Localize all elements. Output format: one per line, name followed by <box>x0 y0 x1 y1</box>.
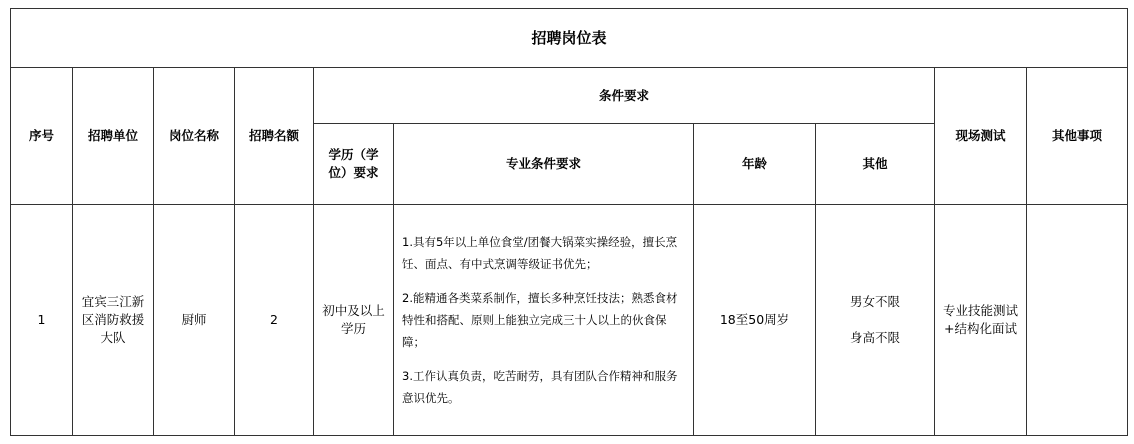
cell-requirements <box>394 205 694 436</box>
cell-seq: 1 <box>11 205 73 436</box>
recruitment-table <box>10 8 1128 436</box>
other-item: 男女不限 <box>849 294 900 309</box>
cell-count: 2 <box>235 205 314 436</box>
requirement-item: 1.具有5年以上单位食堂/团餐大锅菜实操经验，擅长烹饪、面点、有中式烹调等级证书优先； <box>402 235 678 271</box>
header-count: 招聘名额 <box>235 68 314 205</box>
other-item: 身高不限 <box>849 330 900 345</box>
header-other: 其他 <box>816 124 935 205</box>
cell-unit: 宜宾三江新区消防救援大队 <box>73 205 154 436</box>
cell-age: 18至50周岁 <box>694 205 816 436</box>
header-age: 年龄 <box>694 124 816 205</box>
requirement-item: 3.工作认真负责，吃苦耐劳，具有团队合作精神和服务意识优先。 <box>402 369 678 405</box>
header-notes: 其他事项 <box>1027 68 1128 205</box>
cell-education: 初中及以上学历 <box>314 205 394 436</box>
cell-position: 厨师 <box>154 205 235 436</box>
header-professional: 专业条件要求 <box>394 124 694 205</box>
header-unit: 招聘单位 <box>73 68 154 205</box>
table-title: 招聘岗位表 <box>11 9 1128 68</box>
header-education: 学历（学位）要求 <box>314 124 394 205</box>
header-conditions: 条件要求 <box>314 68 935 124</box>
header-position: 岗位名称 <box>154 68 235 205</box>
table-row <box>11 205 1128 436</box>
cell-other <box>816 205 935 436</box>
cell-test: 专业技能测试+结构化面试 <box>935 205 1027 436</box>
requirement-item: 2.能精通各类菜系制作，擅长多种烹饪技法；熟悉食材特性和搭配、原则上能独立完成三十人以上的伙食保障； <box>402 291 678 349</box>
recruitment-table-container <box>10 8 1127 440</box>
cell-notes <box>1027 205 1128 436</box>
header-seq: 序号 <box>11 68 73 205</box>
header-test: 现场测试 <box>935 68 1027 205</box>
